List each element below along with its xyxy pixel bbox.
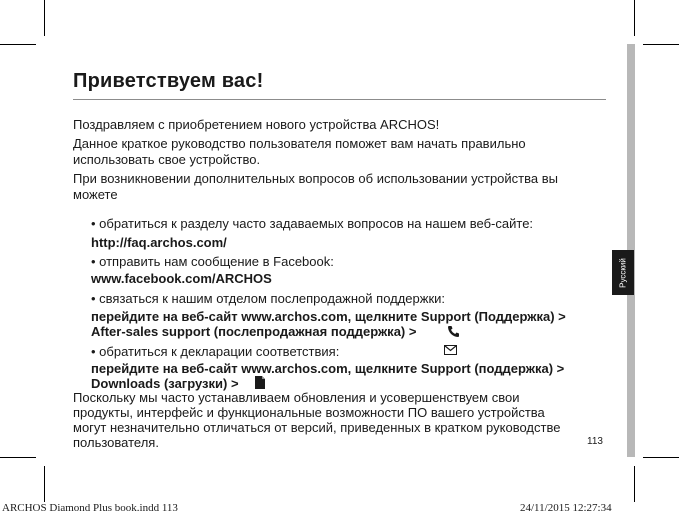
crop-mark-bottom-left-v bbox=[44, 466, 45, 502]
crop-mark-top-left-v bbox=[44, 0, 45, 36]
slug-filename: ARCHOS Diamond Plus book.indd 113 bbox=[2, 502, 178, 514]
support-instructions-line-2: After-sales support (послепродажная поддержка) > bbox=[91, 324, 417, 339]
questions-paragraph-line-2: можете bbox=[73, 187, 118, 202]
crop-mark-bottom-right-v bbox=[634, 466, 635, 502]
crop-mark-top-right-v bbox=[634, 0, 635, 36]
document-icon bbox=[255, 376, 265, 389]
declaration-instructions-line-2: Downloads (загрузки) > bbox=[91, 376, 239, 391]
questions-paragraph-line-1: При возникновении дополнительных вопросов об использовании устройства вы bbox=[73, 171, 558, 186]
guide-paragraph-line-1: Данное краткое руководство пользователя поможет вам начать правильно bbox=[73, 136, 526, 151]
page-number: 113 bbox=[587, 436, 603, 447]
language-tab-label: Русский bbox=[618, 257, 628, 288]
title-divider bbox=[73, 99, 606, 100]
closing-line-4: пользователя. bbox=[73, 435, 159, 450]
crop-mark-top-right-h bbox=[643, 44, 679, 45]
bullet-facebook: • отправить нам сообщение в Facebook: bbox=[91, 254, 334, 269]
bullet-support: • связаться к нашим отделом послепродажной поддержки: bbox=[91, 291, 446, 306]
faq-link[interactable]: http://faq.archos.com/ bbox=[91, 235, 227, 250]
phone-icon bbox=[447, 325, 460, 338]
bullet-faq: • обратиться к разделу часто задаваемых вопросов на нашем веб-сайте: bbox=[91, 216, 534, 231]
closing-line-3: могут незначительно отличаться от версий, приведенных в кратком руководстве bbox=[73, 420, 561, 435]
facebook-link[interactable]: www.facebook.com/ARCHOS bbox=[91, 271, 272, 286]
language-tab bbox=[612, 250, 634, 295]
support-instructions-line-1: перейдите на веб-сайт www.archos.com, щелкните Support (Поддержка) > bbox=[91, 309, 566, 324]
closing-line-2: продукты, интерфейс и функциональные возможности ПО вашего устройства bbox=[73, 405, 545, 420]
crop-mark-bottom-left-h bbox=[0, 457, 36, 458]
crop-mark-bottom-right-h bbox=[643, 457, 679, 458]
closing-line-1: Поскольку мы часто устанавливаем обновления и усовершенствуем свои bbox=[73, 390, 520, 405]
crop-mark-top-left-h bbox=[0, 44, 36, 45]
bullet-declaration: • обратиться к декларации соответствия: bbox=[91, 344, 340, 359]
declaration-instructions-line-1: перейдите на веб-сайт www.archos.com, щелкните Support (поддержка) > bbox=[91, 361, 565, 376]
intro-paragraph: Поздравляем с приобретением нового устройства ARCHOS! bbox=[73, 117, 440, 132]
guide-paragraph-line-2: использовать свое устройство. bbox=[73, 152, 261, 167]
envelope-icon bbox=[444, 345, 457, 355]
page-title: Приветствуем вас! bbox=[73, 70, 264, 92]
slug-datetime: 24/11/2015 12:27:34 bbox=[520, 502, 612, 514]
